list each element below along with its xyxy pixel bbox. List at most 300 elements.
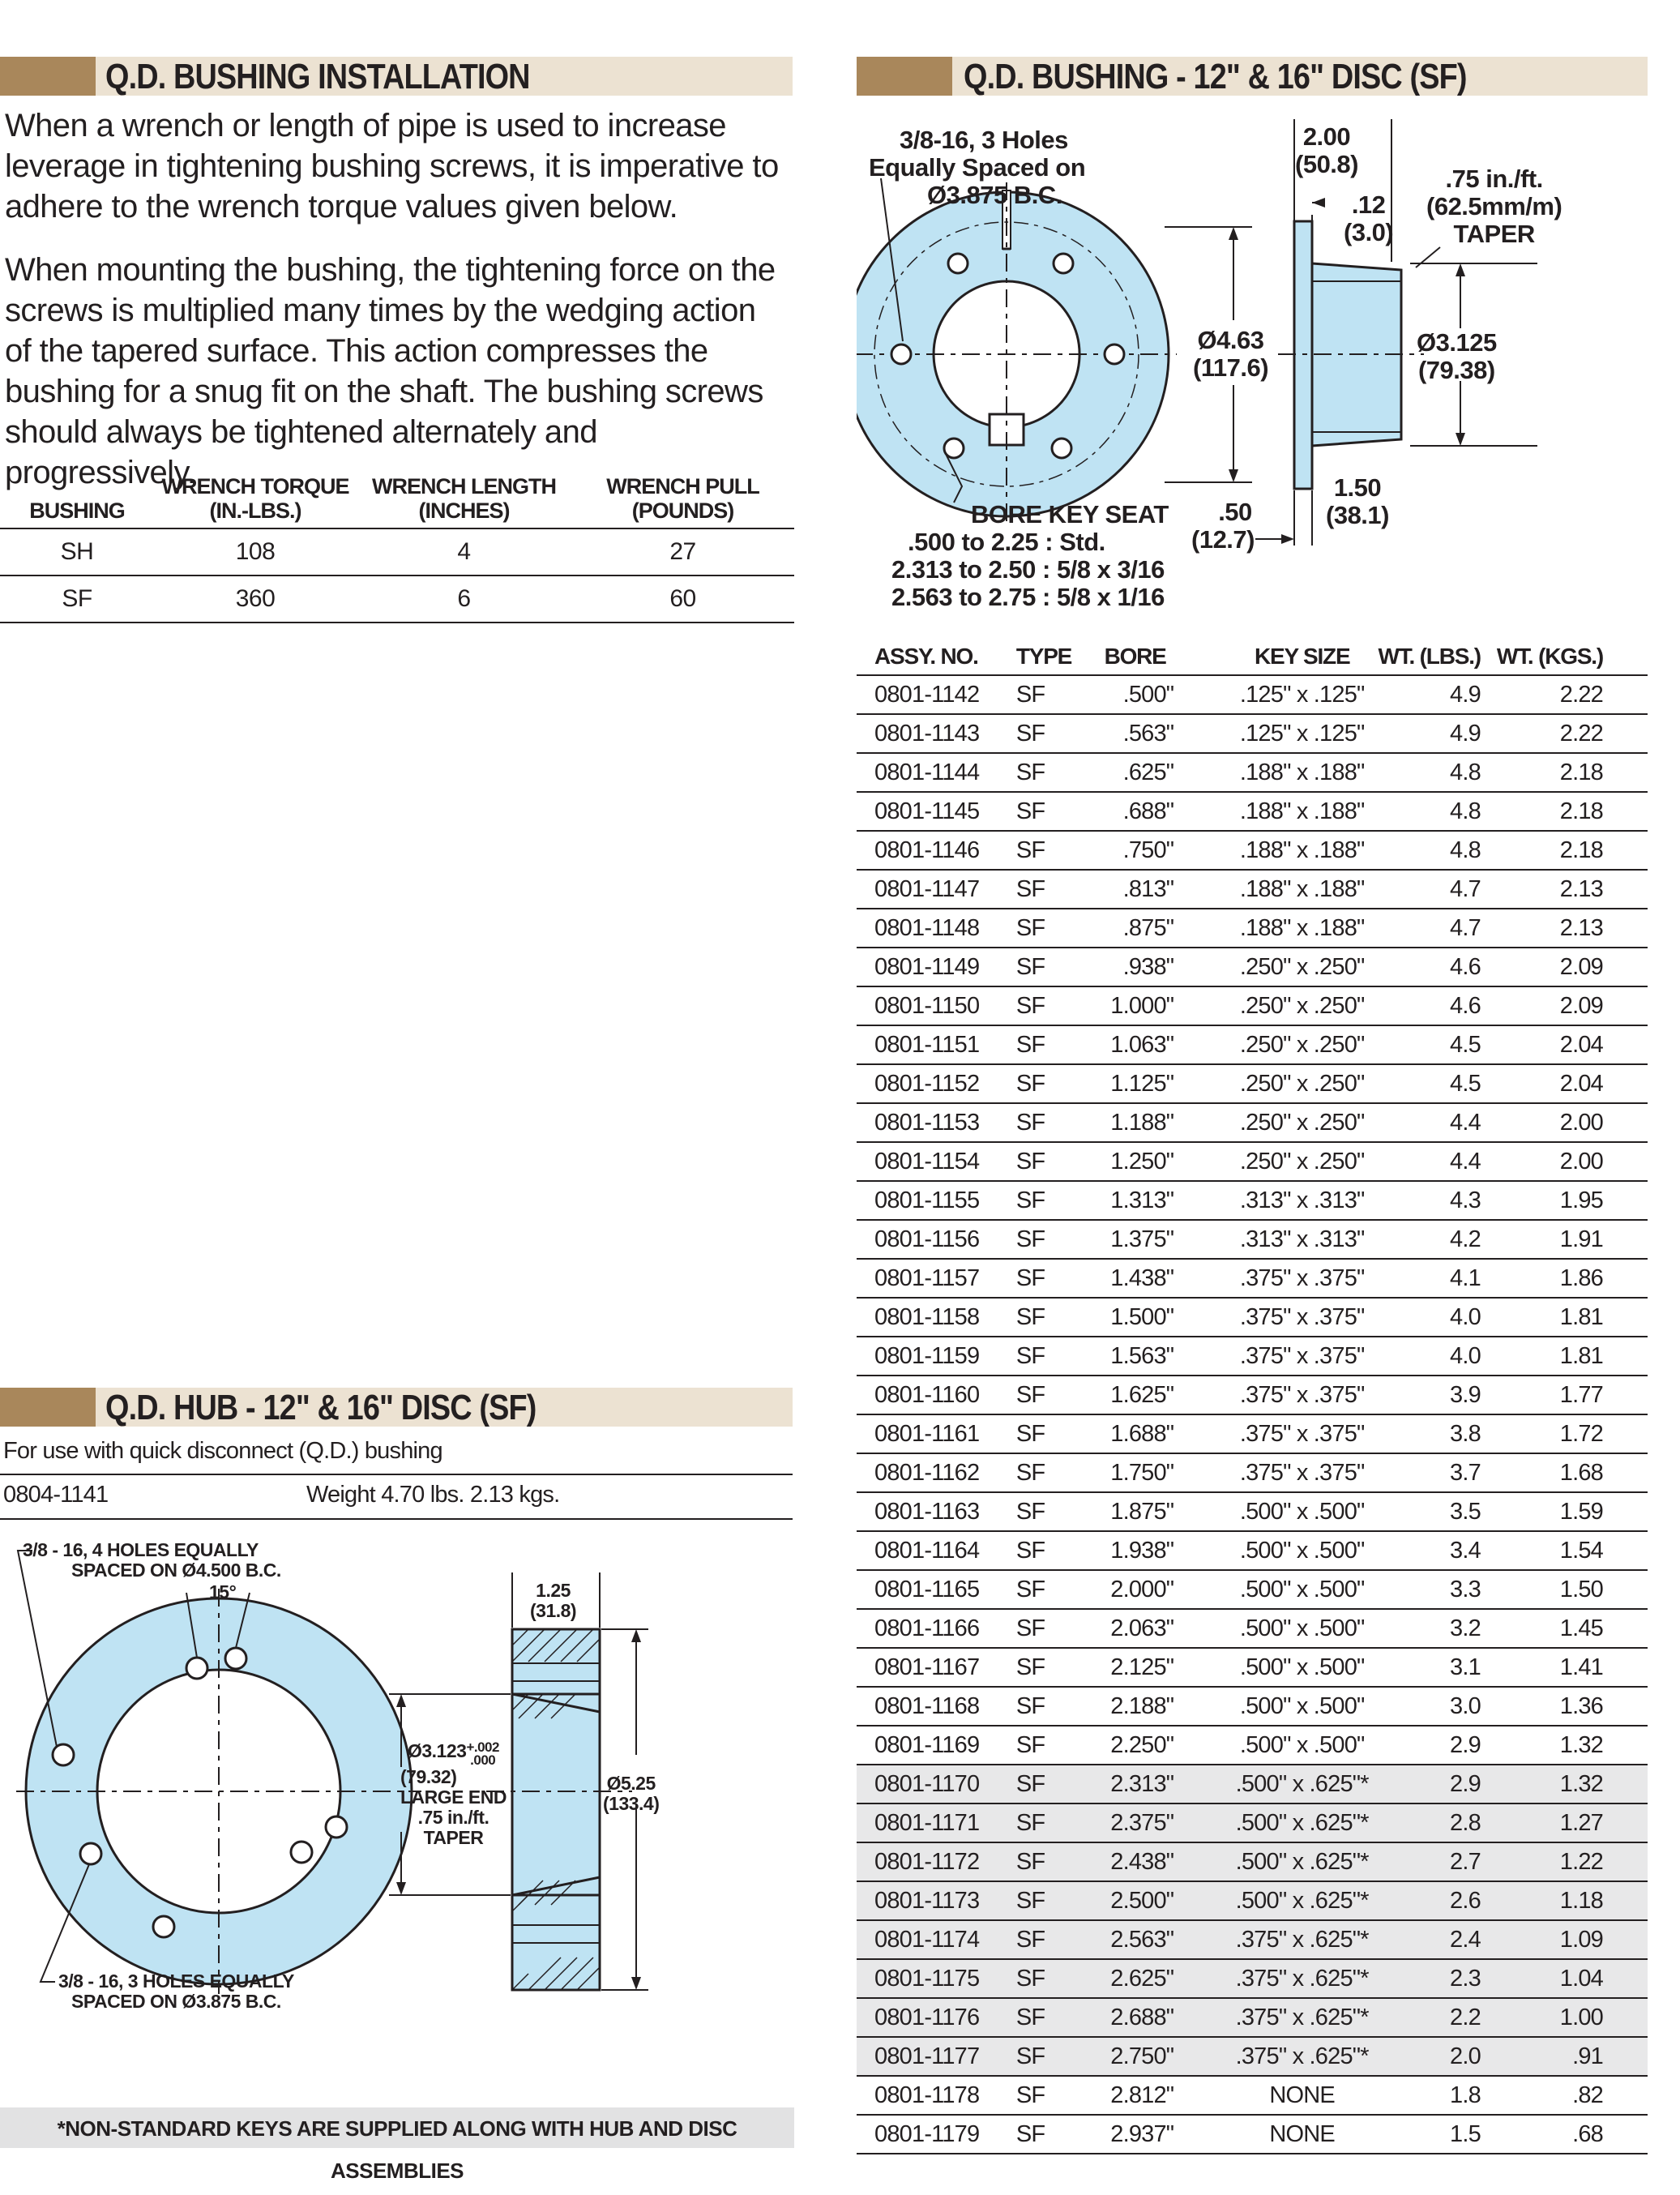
parts-cell: 2.8 xyxy=(1372,1803,1497,1842)
torque-col-length: WRENCH LENGTH (INCHES) xyxy=(357,474,571,528)
parts-cell: 1.77 xyxy=(1497,1376,1648,1414)
hub-holes4-label xyxy=(23,1540,281,1581)
parts-cell: SF xyxy=(1002,714,1096,753)
bushing-width-value: 2.00 xyxy=(1302,122,1351,151)
parts-cell: .375" x .625"* xyxy=(1232,1959,1372,1998)
header-swatch xyxy=(857,57,952,96)
parts-cell: .250" x .250" xyxy=(1232,1103,1372,1142)
parts-row xyxy=(857,1492,1648,1531)
parts-cell: 2.188" xyxy=(1096,1687,1232,1726)
parts-cell: .625" xyxy=(1096,753,1232,792)
col-bore: BORE xyxy=(1096,639,1232,675)
parts-row xyxy=(857,1765,1648,1803)
parts-cell: 2.375" xyxy=(1096,1803,1232,1842)
parts-cell: SF xyxy=(1002,909,1096,948)
parts-cell: SF xyxy=(1002,1376,1096,1414)
parts-cell: .82 xyxy=(1497,2076,1648,2115)
parts-cell: 4.8 xyxy=(1372,831,1497,870)
parts-row xyxy=(857,714,1648,753)
parts-cell: 1.54 xyxy=(1497,1531,1648,1570)
parts-row xyxy=(857,1687,1648,1726)
parts-cell: 2.937" xyxy=(1096,2115,1232,2154)
parts-cell: .500" x .625"* xyxy=(1232,1842,1372,1881)
parts-cell: 2.125" xyxy=(1096,1648,1232,1687)
parts-cell: SF xyxy=(1002,1414,1096,1453)
parts-cell: 1.09 xyxy=(1497,1920,1648,1959)
parts-cell: .250" x .250" xyxy=(1232,986,1372,1025)
hub-drawing xyxy=(0,1524,794,2099)
parts-cell: 0801-1159 xyxy=(857,1337,1002,1376)
parts-cell: 2.063" xyxy=(1096,1609,1232,1648)
parts-cell: 3.2 xyxy=(1372,1609,1497,1648)
parts-cell: SF xyxy=(1002,2115,1096,2154)
parts-cell: 1.81 xyxy=(1497,1298,1648,1337)
parts-cell: SF xyxy=(1002,1842,1096,1881)
parts-row xyxy=(857,1376,1648,1414)
parts-cell: 2.22 xyxy=(1497,714,1648,753)
parts-cell: .500" x .500" xyxy=(1232,1492,1372,1531)
parts-cell: .188" x .188" xyxy=(1232,831,1372,870)
parts-row xyxy=(857,2115,1648,2154)
bushing-taper-word: TAPER xyxy=(1453,220,1535,248)
torque-col-pull: WRENCH PULL (POUNDS) xyxy=(571,474,794,528)
parts-cell: 2.0 xyxy=(1372,2037,1497,2076)
parts-row xyxy=(857,1025,1648,1064)
hub-bore-mm: (79.32) xyxy=(400,1766,457,1787)
col-type: TYPE xyxy=(1002,639,1096,675)
parts-cell: 1.8 xyxy=(1372,2076,1497,2115)
parts-cell: .250" x .250" xyxy=(1232,1025,1372,1064)
bushing-gap-label xyxy=(1191,498,1255,554)
parts-cell: 0801-1149 xyxy=(857,948,1002,986)
parts-cell: 1.5 xyxy=(1372,2115,1497,2154)
torque-cell: 60 xyxy=(571,575,794,623)
parts-cell: 4.5 xyxy=(1372,1064,1497,1103)
parts-cell: 1.45 xyxy=(1497,1609,1648,1648)
hub-taper: .75 in./ft. xyxy=(417,1807,489,1828)
parts-cell: NONE xyxy=(1232,2076,1372,2115)
parts-cell: SF xyxy=(1002,1064,1096,1103)
parts-cell: 4.3 xyxy=(1372,1181,1497,1220)
parts-cell: 0801-1179 xyxy=(857,2115,1002,2154)
parts-cell: 1.688" xyxy=(1096,1414,1232,1453)
hub-holes3-line1: 3/8 - 16, 3 HOLES EQUALLY xyxy=(58,1970,294,1992)
parts-cell: 4.7 xyxy=(1372,870,1497,909)
parts-row xyxy=(857,1453,1648,1492)
parts-row xyxy=(857,2076,1648,2115)
parts-cell: SF xyxy=(1002,1492,1096,1531)
bushing-taper-label xyxy=(1426,165,1562,248)
parts-cell: 0801-1166 xyxy=(857,1609,1002,1648)
parts-row xyxy=(857,1414,1648,1453)
parts-row xyxy=(857,1609,1648,1648)
parts-cell: 2.6 xyxy=(1372,1881,1497,1920)
hub-od-label xyxy=(603,1774,659,1814)
parts-cell: 0801-1157 xyxy=(857,1259,1002,1298)
parts-cell: 0801-1155 xyxy=(857,1181,1002,1220)
parts-cell: 1.72 xyxy=(1497,1414,1648,1453)
parts-cell: 0801-1177 xyxy=(857,2037,1002,2076)
parts-cell: .375" x .625"* xyxy=(1232,1920,1372,1959)
parts-cell: SF xyxy=(1002,1765,1096,1803)
parts-cell: .500" x .625"* xyxy=(1232,1765,1372,1803)
parts-cell: 4.8 xyxy=(1372,792,1497,831)
parts-row xyxy=(857,1142,1648,1181)
parts-cell: 1.063" xyxy=(1096,1025,1232,1064)
parts-cell: 2.500" xyxy=(1096,1881,1232,1920)
bushing-flange-label xyxy=(1344,191,1393,246)
hub-width-value: 1.25 xyxy=(536,1580,571,1601)
parts-cell: 1.04 xyxy=(1497,1959,1648,1998)
parts-cell: 1.875" xyxy=(1096,1492,1232,1531)
parts-row xyxy=(857,1220,1648,1259)
parts-cell: .375" x .375" xyxy=(1232,1376,1372,1414)
install-text xyxy=(5,105,783,516)
parts-cell: 0801-1153 xyxy=(857,1103,1002,1142)
parts-cell: 0801-1164 xyxy=(857,1531,1002,1570)
hub-bore-tol-dn: .000 xyxy=(470,1752,496,1768)
parts-row xyxy=(857,2037,1648,2076)
parts-cell: 1.18 xyxy=(1497,1881,1648,1920)
torque-row xyxy=(0,575,794,623)
parts-cell: .500" x .500" xyxy=(1232,1531,1372,1570)
parts-cell: 2.812" xyxy=(1096,2076,1232,2115)
parts-cell: .563" xyxy=(1096,714,1232,753)
parts-cell: .500" x .500" xyxy=(1232,1726,1372,1765)
col-key-size: KEY SIZE xyxy=(1232,639,1372,675)
parts-cell: 2.688" xyxy=(1096,1998,1232,2037)
parts-row xyxy=(857,1064,1648,1103)
parts-cell: 2.9 xyxy=(1372,1726,1497,1765)
torque-row xyxy=(0,528,794,575)
hub-weight: Weight 4.70 lbs. 2.13 kgs. xyxy=(306,1482,560,1508)
parts-cell: 0801-1146 xyxy=(857,831,1002,870)
torque-header-row xyxy=(0,474,794,528)
parts-cell: 2.18 xyxy=(1497,831,1648,870)
parts-cell: 0801-1142 xyxy=(857,675,1002,714)
parts-cell: 0801-1175 xyxy=(857,1959,1002,1998)
hub-holes3-label xyxy=(58,1971,294,2012)
parts-cell: 0801-1173 xyxy=(857,1881,1002,1920)
parts-row xyxy=(857,1259,1648,1298)
hub-caption: For use with quick disconnect (Q.D.) bushing xyxy=(3,1438,442,1464)
parts-cell: 0801-1168 xyxy=(857,1687,1002,1726)
parts-cell: .875" xyxy=(1096,909,1232,948)
parts-row xyxy=(857,831,1648,870)
parts-cell: 2.00 xyxy=(1497,1142,1648,1181)
hub-holes4-line1: 3/8 - 16, 4 HOLES EQUALLY xyxy=(23,1539,259,1560)
parts-cell: 1.86 xyxy=(1497,1259,1648,1298)
parts-cell: 0801-1152 xyxy=(857,1064,1002,1103)
hub-od-mm: (133.4) xyxy=(603,1793,660,1814)
bushing-gap-mm: (12.7) xyxy=(1191,525,1255,554)
parts-row xyxy=(857,1337,1648,1376)
parts-cell: 0801-1151 xyxy=(857,1025,1002,1064)
parts-cell: 0801-1165 xyxy=(857,1570,1002,1609)
hub-header xyxy=(0,1388,793,1427)
parts-cell: .188" x .188" xyxy=(1232,792,1372,831)
parts-cell: 2.09 xyxy=(1497,948,1648,986)
parts-cell: 2.18 xyxy=(1497,753,1648,792)
parts-cell: .500" x .500" xyxy=(1232,1648,1372,1687)
header-swatch xyxy=(0,57,96,96)
bushing-small-d-value: Ø3.125 xyxy=(1417,328,1497,357)
parts-row xyxy=(857,1648,1648,1687)
bushing-od-label xyxy=(1193,327,1268,382)
parts-cell: 1.375" xyxy=(1096,1220,1232,1259)
parts-cell: SF xyxy=(1002,1025,1096,1064)
parts-row xyxy=(857,1181,1648,1220)
parts-row xyxy=(857,870,1648,909)
parts-cell: 4.9 xyxy=(1372,714,1497,753)
parts-row xyxy=(857,792,1648,831)
parts-row xyxy=(857,1881,1648,1920)
parts-cell: 3.7 xyxy=(1372,1453,1497,1492)
hub-bore-tol-up: +.002 xyxy=(466,1739,499,1755)
parts-cell: 3.3 xyxy=(1372,1570,1497,1609)
hub-od-value: Ø5.25 xyxy=(606,1773,656,1794)
parts-cell: 4.0 xyxy=(1372,1337,1497,1376)
parts-cell: 0801-1176 xyxy=(857,1998,1002,2037)
parts-cell: 1.625" xyxy=(1096,1376,1232,1414)
parts-cell: 1.22 xyxy=(1497,1842,1648,1881)
header-swatch xyxy=(0,1388,96,1427)
parts-cell: .91 xyxy=(1497,2037,1648,2076)
parts-cell: 1.500" xyxy=(1096,1298,1232,1337)
parts-cell: 3.8 xyxy=(1372,1414,1497,1453)
parts-cell: SF xyxy=(1002,870,1096,909)
parts-cell: 1.938" xyxy=(1096,1531,1232,1570)
bore-legend-row3: 2.563 to 2.75 : 5/8 x 1/16 xyxy=(891,583,1165,611)
parts-cell: 0801-1172 xyxy=(857,1842,1002,1881)
parts-cell: SF xyxy=(1002,1453,1096,1492)
parts-cell: NONE xyxy=(1232,2115,1372,2154)
bushing-width-label xyxy=(1295,123,1358,178)
torque-cell: 360 xyxy=(154,575,357,623)
parts-cell: 4.9 xyxy=(1372,675,1497,714)
parts-cell: 2.13 xyxy=(1497,909,1648,948)
parts-cell: .188" x .188" xyxy=(1232,909,1372,948)
parts-cell: .125" x .125" xyxy=(1232,675,1372,714)
parts-cell: 0801-1169 xyxy=(857,1726,1002,1765)
parts-cell: 3.4 xyxy=(1372,1531,1497,1570)
parts-cell: .750" xyxy=(1096,831,1232,870)
torque-cell: 6 xyxy=(357,575,571,623)
parts-cell: 2.04 xyxy=(1497,1025,1648,1064)
parts-cell: 0801-1170 xyxy=(857,1765,1002,1803)
parts-row xyxy=(857,1920,1648,1959)
parts-cell: 0801-1178 xyxy=(857,2076,1002,2115)
parts-row xyxy=(857,1842,1648,1881)
parts-cell: .125" x .125" xyxy=(1232,714,1372,753)
parts-cell: SF xyxy=(1002,792,1096,831)
parts-cell: 2.2 xyxy=(1372,1998,1497,2037)
parts-cell: 1.313" xyxy=(1096,1181,1232,1220)
parts-row xyxy=(857,1103,1648,1142)
parts-cell: 2.438" xyxy=(1096,1842,1232,1881)
parts-cell: 0801-1143 xyxy=(857,714,1002,753)
parts-cell: 4.1 xyxy=(1372,1259,1497,1298)
torque-cell: 27 xyxy=(571,528,794,575)
parts-cell: 2.04 xyxy=(1497,1064,1648,1103)
hub-title: Q.D. HUB - 12" & 16" DISC (SF) xyxy=(105,1388,536,1427)
parts-cell: 1.000" xyxy=(1096,986,1232,1025)
parts-cell: 1.68 xyxy=(1497,1453,1648,1492)
parts-cell: .938" xyxy=(1096,948,1232,986)
footnote: *NON-STANDARD KEYS ARE SUPPLIED ALONG WITH HUB AND DISC ASSEMBLIES xyxy=(0,2107,794,2148)
parts-cell: SF xyxy=(1002,1881,1096,1920)
bushing-title: Q.D. BUSHING - 12" & 16" DISC (SF) xyxy=(964,57,1467,96)
parts-cell: SF xyxy=(1002,1220,1096,1259)
bushing-header xyxy=(857,57,1648,96)
hub-width-mm: (31.8) xyxy=(530,1600,577,1621)
bushing-taper-value: .75 in./ft. xyxy=(1445,165,1543,193)
parts-cell: 2.13 xyxy=(1497,870,1648,909)
parts-row xyxy=(857,753,1648,792)
bushing-flange-mm: (3.0) xyxy=(1344,218,1394,246)
parts-row xyxy=(857,1298,1648,1337)
parts-cell: .313" x .313" xyxy=(1232,1220,1372,1259)
parts-cell: .68 xyxy=(1497,2115,1648,2154)
parts-cell: 0801-1144 xyxy=(857,753,1002,792)
bushing-taper-mm: (62.5mm/m) xyxy=(1426,192,1562,220)
parts-cell: .188" x .188" xyxy=(1232,870,1372,909)
parts-cell: 0801-1145 xyxy=(857,792,1002,831)
parts-cell: SF xyxy=(1002,1920,1096,1959)
parts-row xyxy=(857,1531,1648,1570)
parts-cell: SF xyxy=(1002,1259,1096,1298)
bushing-small-d-mm: (79.38) xyxy=(1417,356,1495,384)
parts-cell: SF xyxy=(1002,948,1096,986)
parts-cell: SF xyxy=(1002,1959,1096,1998)
parts-cell: 2.250" xyxy=(1096,1726,1232,1765)
parts-cell: .375" x .625"* xyxy=(1232,1998,1372,2037)
parts-cell: .500" x .625"* xyxy=(1232,1803,1372,1842)
parts-row xyxy=(857,1726,1648,1765)
parts-cell: .500" xyxy=(1096,675,1232,714)
parts-cell: .500" x .625"* xyxy=(1232,1881,1372,1920)
parts-cell: 2.750" xyxy=(1096,2037,1232,2076)
bushing-hub-length-value: 1.50 xyxy=(1333,473,1382,502)
parts-cell: 1.250" xyxy=(1096,1142,1232,1181)
parts-cell: SF xyxy=(1002,831,1096,870)
install-header xyxy=(0,57,793,96)
parts-cell: SF xyxy=(1002,675,1096,714)
parts-row xyxy=(857,909,1648,948)
parts-cell: 2.22 xyxy=(1497,675,1648,714)
parts-cell: 2.18 xyxy=(1497,792,1648,831)
parts-cell: 1.750" xyxy=(1096,1453,1232,1492)
parts-row xyxy=(857,1570,1648,1609)
parts-cell: 0801-1156 xyxy=(857,1220,1002,1259)
parts-cell: 1.27 xyxy=(1497,1803,1648,1842)
parts-cell: .813" xyxy=(1096,870,1232,909)
parts-cell: 3.5 xyxy=(1372,1492,1497,1531)
bushing-width-mm: (50.8) xyxy=(1295,150,1358,178)
parts-cell: .375" x .375" xyxy=(1232,1259,1372,1298)
parts-cell: .250" x .250" xyxy=(1232,948,1372,986)
parts-cell: 2.9 xyxy=(1372,1765,1497,1803)
parts-cell: 0801-1148 xyxy=(857,909,1002,948)
torque-table xyxy=(0,474,794,623)
parts-cell: SF xyxy=(1002,2076,1096,2115)
bushing-od-value: Ø4.63 xyxy=(1197,326,1264,354)
holes-line1: 3/8-16, 3 Holes xyxy=(900,126,1068,154)
parts-cell: 2.000" xyxy=(1096,1570,1232,1609)
parts-cell: SF xyxy=(1002,1298,1096,1337)
holes-line3: Ø3.875 B.C. xyxy=(927,181,1062,209)
parts-cell: 1.438" xyxy=(1096,1259,1232,1298)
install-paragraph-1: When a wrench or length of pipe is used to increase leverage in tightening bushing screws, it is imperative to adhere to the wrench torque values given below. xyxy=(5,108,779,225)
parts-cell: .375" x .375" xyxy=(1232,1453,1372,1492)
parts-cell: 2.00 xyxy=(1497,1103,1648,1142)
parts-row xyxy=(857,675,1648,714)
parts-cell: SF xyxy=(1002,753,1096,792)
parts-cell: .375" x .375" xyxy=(1232,1414,1372,1453)
parts-cell: 4.4 xyxy=(1372,1142,1497,1181)
parts-cell: .500" x .500" xyxy=(1232,1687,1372,1726)
parts-cell: 0801-1160 xyxy=(857,1376,1002,1414)
holes-line2: Equally Spaced on xyxy=(869,153,1086,182)
parts-cell: SF xyxy=(1002,1803,1096,1842)
parts-cell: .188" x .188" xyxy=(1232,753,1372,792)
hub-bore-value: Ø3.123 xyxy=(407,1740,467,1761)
hub-bore-label xyxy=(400,1741,507,1848)
parts-cell: 1.32 xyxy=(1497,1726,1648,1765)
parts-header-row xyxy=(857,639,1648,675)
parts-cell: 0801-1167 xyxy=(857,1648,1002,1687)
install-title: Q.D. BUSHING INSTALLATION xyxy=(105,57,530,96)
parts-cell: 1.125" xyxy=(1096,1064,1232,1103)
bore-legend-row1: .500 to 2.25 : Std. xyxy=(908,528,1105,556)
parts-cell: 2.313" xyxy=(1096,1765,1232,1803)
parts-cell: SF xyxy=(1002,986,1096,1025)
parts-cell: .375" x .375" xyxy=(1232,1337,1372,1376)
col-assy-no: ASSY. NO. xyxy=(857,639,1002,675)
parts-cell: 1.36 xyxy=(1497,1687,1648,1726)
parts-cell: 2.09 xyxy=(1497,986,1648,1025)
bushing-od-mm: (117.6) xyxy=(1193,353,1269,382)
hub-part-number: 0804-1141 xyxy=(3,1482,109,1508)
parts-cell: SF xyxy=(1002,1726,1096,1765)
parts-row xyxy=(857,948,1648,986)
divider xyxy=(0,1518,793,1520)
hub-width-label xyxy=(530,1581,576,1621)
parts-cell: 1.00 xyxy=(1497,1998,1648,2037)
hub-angle-label: 15° xyxy=(209,1581,237,1602)
parts-cell: 1.95 xyxy=(1497,1181,1648,1220)
parts-cell: 0801-1154 xyxy=(857,1142,1002,1181)
parts-cell: .250" x .250" xyxy=(1232,1064,1372,1103)
parts-cell: 4.5 xyxy=(1372,1025,1497,1064)
parts-cell: 4.6 xyxy=(1372,948,1497,986)
col-wt-kgs: WT. (KGS.) xyxy=(1497,639,1648,675)
parts-table xyxy=(857,639,1648,2154)
parts-cell: 1.32 xyxy=(1497,1765,1648,1803)
torque-cell: 108 xyxy=(154,528,357,575)
parts-cell: 0801-1174 xyxy=(857,1920,1002,1959)
parts-cell: SF xyxy=(1002,1337,1096,1376)
parts-cell: 0801-1162 xyxy=(857,1453,1002,1492)
bore-keyseat-legend xyxy=(891,501,1169,611)
parts-cell: SF xyxy=(1002,1531,1096,1570)
parts-cell: 2.4 xyxy=(1372,1920,1497,1959)
parts-cell: 4.2 xyxy=(1372,1220,1497,1259)
parts-cell: 3.0 xyxy=(1372,1687,1497,1726)
bushing-flange-value: .12 xyxy=(1351,190,1386,219)
parts-cell: SF xyxy=(1002,1998,1096,2037)
parts-row xyxy=(857,1803,1648,1842)
